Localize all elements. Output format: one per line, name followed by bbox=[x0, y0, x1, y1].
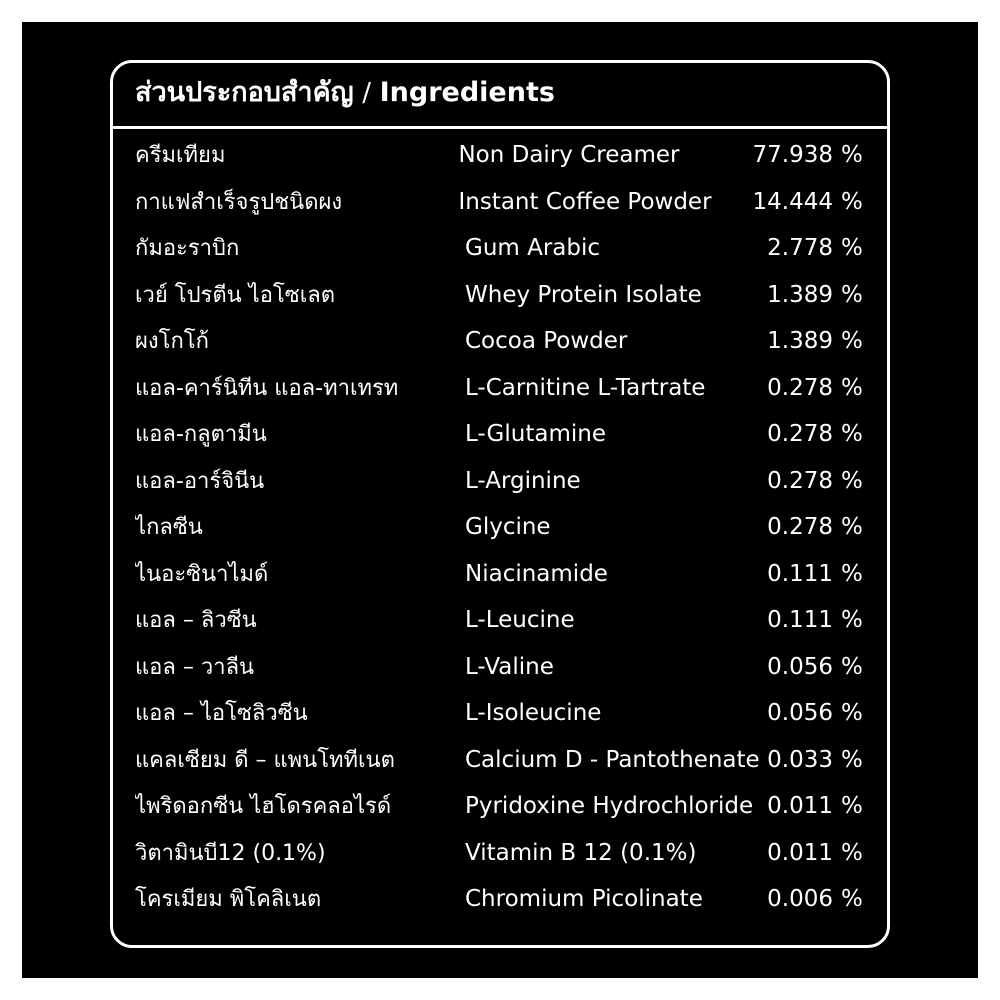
table-row bbox=[135, 277, 867, 324]
ingredient-thai-name: แอล-อาร์จินีน bbox=[135, 468, 265, 494]
ingredient-percent-value: 0.033 bbox=[767, 746, 833, 773]
percent-unit: % bbox=[841, 142, 863, 168]
ingredient-percent-value: 1.389 bbox=[767, 281, 833, 308]
ingredient-percent-value: 0.111 bbox=[767, 560, 833, 587]
ingredient-percent bbox=[765, 468, 867, 494]
ingredient-english-name: Niacinamide bbox=[465, 560, 608, 587]
percent-unit: % bbox=[841, 793, 863, 819]
ingredient-percent bbox=[765, 514, 867, 540]
ingredient-thai-name: แอล – ลิวซีน bbox=[135, 608, 257, 633]
header-thai-title: ส่วนประกอบสำคัญ bbox=[135, 77, 354, 108]
ingredient-percent-value: 0.278 bbox=[767, 514, 833, 540]
ingredient-percent bbox=[765, 747, 867, 773]
ingredient-thai-name: โครเมียม พิโคลิเนต bbox=[135, 887, 322, 912]
ingredient-percent bbox=[765, 654, 867, 680]
ingredient-english-name: Glycine bbox=[465, 514, 551, 540]
table-row bbox=[135, 649, 867, 696]
table-row bbox=[135, 370, 867, 417]
ingredient-english-name: Gum Arabic bbox=[465, 235, 601, 261]
ingredient-percent-value: 0.278 bbox=[767, 421, 833, 447]
ingredient-english-name: Chromium Picolinate bbox=[465, 886, 703, 912]
table-row bbox=[135, 695, 867, 742]
ingredient-percent-value: 1.389 bbox=[767, 328, 833, 354]
ingredient-percent bbox=[765, 375, 867, 401]
percent-unit: % bbox=[841, 746, 863, 773]
ingredient-percent bbox=[765, 328, 867, 354]
ingredient-english-name: L-Arginine bbox=[465, 467, 581, 494]
ingredient-thai-name: แอล – วาลีน bbox=[135, 654, 255, 680]
header-separator: / bbox=[362, 78, 372, 108]
table-row bbox=[135, 835, 867, 882]
ingredient-english-name: Vitamin B 12 (0.1%) bbox=[465, 839, 697, 866]
table-row bbox=[135, 230, 867, 277]
table-row bbox=[135, 742, 867, 789]
percent-unit: % bbox=[841, 607, 863, 633]
ingredient-percent-value: 0.011 bbox=[767, 793, 833, 819]
ingredient-thai-name: ไพริดอกซีน ไฮโดรคลอไรด์ bbox=[135, 794, 392, 819]
ingredients-header bbox=[113, 63, 887, 123]
percent-unit: % bbox=[841, 700, 863, 726]
ingredient-percent bbox=[765, 421, 867, 447]
percent-unit: % bbox=[841, 328, 863, 354]
ingredient-percent-value: 0.056 bbox=[767, 700, 833, 726]
percent-unit: % bbox=[841, 886, 863, 912]
ingredient-percent-value: 0.056 bbox=[767, 653, 833, 680]
ingredient-thai-name: แอล-กลูตามีน bbox=[135, 422, 267, 447]
ingredient-english-name: L-Carnitine L-Tartrate bbox=[465, 374, 706, 401]
ingredient-percent-value: 0.006 bbox=[767, 886, 833, 912]
percent-unit: % bbox=[841, 235, 863, 261]
table-row bbox=[135, 184, 867, 231]
ingredient-english-name: L-Valine bbox=[465, 653, 554, 680]
ingredient-english-name: Non Dairy Creamer bbox=[458, 142, 680, 168]
ingredient-percent bbox=[753, 142, 867, 168]
percent-unit: % bbox=[841, 421, 863, 447]
table-row bbox=[135, 416, 867, 463]
ingredient-english-name: Cocoa Powder bbox=[465, 328, 628, 354]
ingredient-thai-name: เวย์ โปรตีน ไอโซเลต bbox=[135, 282, 335, 308]
ingredient-thai-name: แอล – ไอโซลิวซีน bbox=[135, 701, 308, 726]
ingredient-percent bbox=[765, 793, 867, 819]
ingredient-thai-name: กาแฟสำเร็จรูปชนิดผง bbox=[135, 189, 343, 215]
ingredient-percent-value: 77.938 bbox=[752, 142, 833, 168]
table-row bbox=[135, 137, 867, 184]
percent-unit: % bbox=[841, 653, 863, 680]
percent-unit: % bbox=[841, 188, 863, 215]
table-row bbox=[135, 509, 867, 556]
ingredient-english-name: L-Glutamine bbox=[465, 421, 606, 447]
ingredient-english-name: Whey Protein Isolate bbox=[465, 281, 702, 308]
ingredient-english-name: Instant Coffee Powder bbox=[458, 188, 712, 215]
table-row bbox=[135, 788, 867, 835]
ingredients-list bbox=[113, 129, 887, 928]
percent-unit: % bbox=[841, 467, 863, 494]
ingredient-thai-name: แคลเซียม ดี – แพนโททีเนต bbox=[135, 747, 395, 773]
ingredient-thai-name: แอล-คาร์นิทีน แอล-ทาเทรท bbox=[135, 375, 399, 401]
ingredient-percent-value: 0.011 bbox=[767, 839, 833, 866]
ingredient-percent bbox=[765, 607, 867, 633]
header-english-title: Ingredients bbox=[379, 77, 555, 108]
ingredient-thai-name: ผงโกโก้ bbox=[135, 329, 209, 354]
ingredient-thai-name: วิตามินบี12 (0.1%) bbox=[135, 840, 326, 866]
ingredient-percent bbox=[765, 700, 867, 726]
percent-unit: % bbox=[841, 281, 863, 308]
ingredients-table-frame bbox=[110, 60, 890, 948]
percent-unit: % bbox=[841, 374, 863, 401]
ingredient-percent-value: 2.778 bbox=[767, 235, 833, 261]
ingredient-english-name: Pyridoxine Hydrochloride bbox=[465, 793, 754, 819]
ingredients-label-panel bbox=[22, 22, 978, 978]
percent-unit: % bbox=[841, 514, 863, 540]
ingredient-percent bbox=[765, 561, 867, 587]
table-row bbox=[135, 323, 867, 370]
ingredient-percent bbox=[765, 886, 867, 912]
ingredients-header-text bbox=[135, 73, 887, 113]
percent-unit: % bbox=[841, 560, 863, 587]
ingredient-percent bbox=[765, 840, 867, 866]
ingredient-percent bbox=[765, 235, 867, 261]
table-row bbox=[135, 602, 867, 649]
ingredient-percent bbox=[753, 189, 867, 215]
ingredient-percent-value: 14.444 bbox=[752, 188, 833, 215]
table-row bbox=[135, 881, 867, 928]
ingredient-thai-name: ไนอะซินาไมด์ bbox=[135, 561, 269, 587]
ingredient-percent-value: 0.278 bbox=[767, 374, 833, 401]
ingredient-thai-name: กัมอะราบิก bbox=[135, 236, 240, 261]
ingredient-english-name: L-Isoleucine bbox=[465, 700, 602, 726]
ingredient-thai-name: ไกลซีน bbox=[135, 515, 203, 540]
table-row bbox=[135, 463, 867, 510]
ingredient-percent bbox=[765, 282, 867, 308]
ingredient-percent-value: 0.278 bbox=[767, 467, 833, 494]
ingredient-thai-name: ครีมเทียม bbox=[135, 143, 226, 168]
percent-unit: % bbox=[841, 839, 863, 866]
ingredient-english-name: Calcium D - Pantothenate bbox=[465, 746, 760, 773]
ingredient-percent-value: 0.111 bbox=[767, 607, 833, 633]
ingredient-english-name: L-Leucine bbox=[465, 607, 575, 633]
table-row bbox=[135, 556, 867, 603]
